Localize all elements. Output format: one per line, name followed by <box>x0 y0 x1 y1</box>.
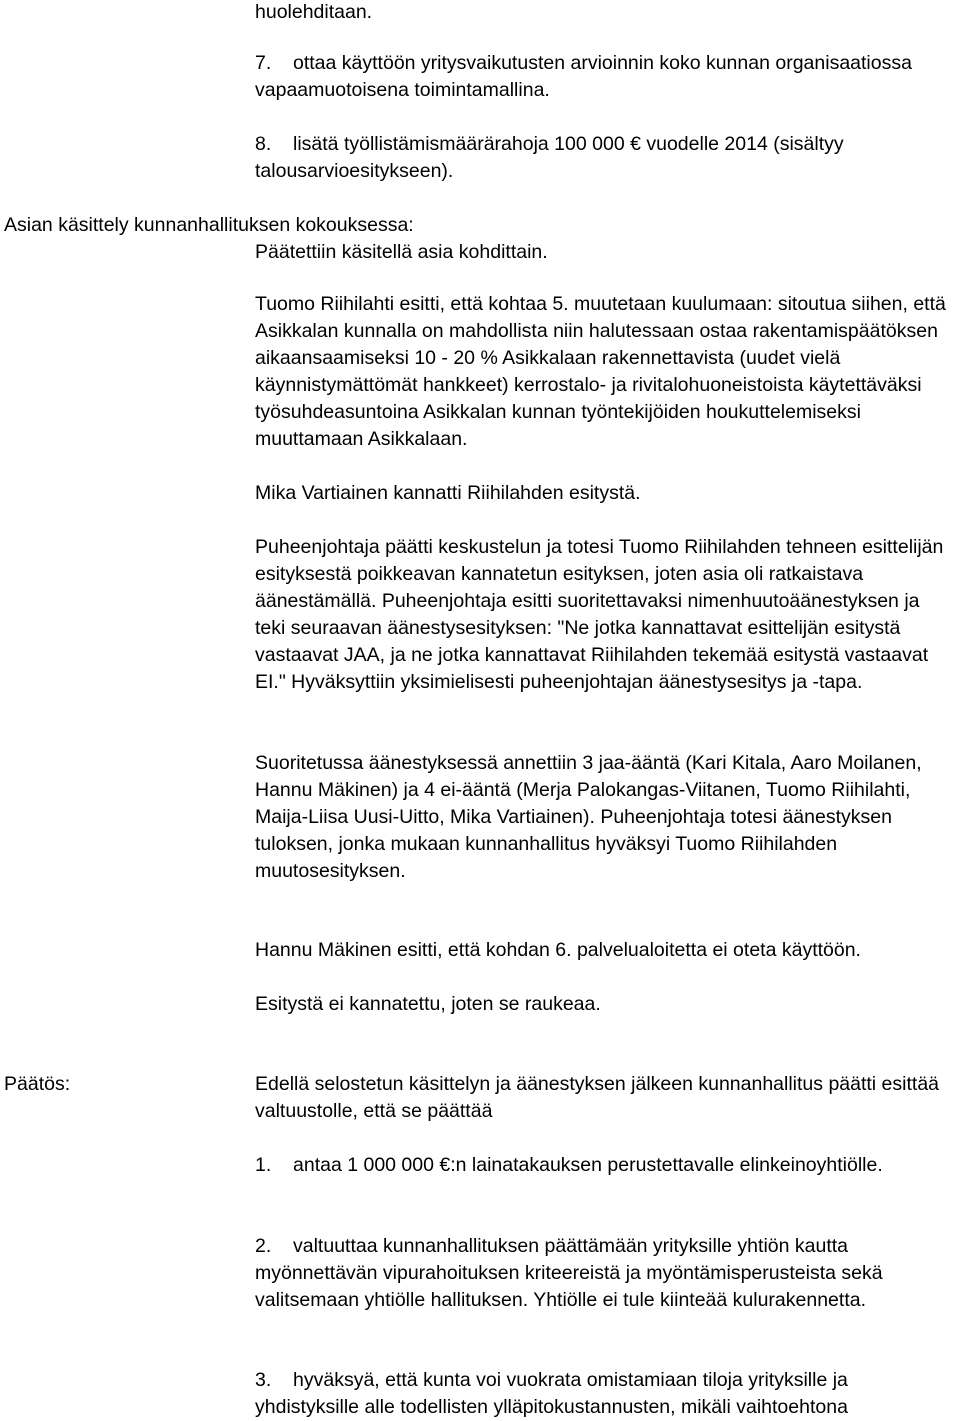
support-line: Mika Vartiainen kannatti Riihilahden esitystä. <box>255 482 641 504</box>
list-number: 1. <box>255 1154 272 1176</box>
proposal-paragraph: Tuomo Riihilahti esitti, että kohtaa 5. muutetaan kuulumaan: sitoutua siihen, että Asikkalan kunnalla on mahdollista niin halutessaan ostaa rakentamispäätöksen aikaansaamiseksi 10 - 20 % Asikkalaan rakennettavista (uudet vielä käynnistymättömät hankkeet) kerrostalo- ja rivitalohuoneistoista käytettäväksi työsuhdeasuntoina Asikkalan kunnan työntekijöiden houkuttelemiseksi muuttamaan Asikkalaan. <box>255 293 946 450</box>
meeting-line: Päätettiin käsitellä asia kohdittain. <box>255 241 548 263</box>
list-number: 3. <box>255 1369 272 1391</box>
list-text: lisätä työllistämismäärärahoja 100 000 € vuodelle 2014 (sisältyy talousarvioesitykseen). <box>255 133 844 182</box>
list-text: ottaa käyttöön yritysvaikutusten arvioinnin koko kunnan organisaatiossa vapaamuotoisena toimintamallina. <box>255 52 912 101</box>
list-text: antaa 1 000 000 €:n lainatakauksen perustettavalle elinkeinoyhtiölle. <box>293 1154 883 1176</box>
decision-item-1 <box>255 1152 955 1179</box>
list-text: valtuuttaa kunnanhallituksen päättämään yrityksille yhtiön kautta myönnettävän vipurahoituksen kriteereistä ja myöntämisperusteista sekä valitsemaan yhtiölle hallituksen. Yhtiölle ei tule kiinteää kulurakennetta. <box>255 1235 883 1311</box>
decision-item-2 <box>255 1233 955 1314</box>
decision-intro: Edellä selostetun käsittelyn ja äänestyksen jälkeen kunnanhallitus päätti esittää valtuustolle, että se päättää <box>255 1073 940 1122</box>
meeting-heading: Asian käsittely kunnanhallituksen kokouksessa: <box>4 214 414 236</box>
makinen-line: Hannu Mäkinen esitti, että kohdan 6. palvelualoitetta ei oteta käyttöön. <box>255 939 861 961</box>
list-number: 8. <box>255 133 272 155</box>
list-item-7 <box>255 50 955 104</box>
decision-label: Päätös: <box>4 1073 71 1095</box>
list-item-8 <box>255 131 955 185</box>
decision-item-3 <box>255 1367 955 1421</box>
top-fragment: huolehditaan. <box>255 1 373 23</box>
vote-paragraph-1: Puheenjohtaja päätti keskustelun ja totesi Tuomo Riihilahden tehneen esittelijän esityksestä poikkeavan kannatetun esityksen, joten asia oli ratkaistava äänestämällä. Puheenjohtaja esitti suoritettavaksi nimenhuutoäänestyksen ja teki seuraavan äänestysesityksen: "Ne jotka kannattavat esittelijän esitystä vastaavat JAA, ja ne jotka kannattavat Riihilahden tekemää esitystä vastaavat EI." Hyväksyttiin yksimielisesti puheenjohtajan äänestysesitys ja -tapa. <box>255 536 944 693</box>
list-number: 7. <box>255 52 272 74</box>
fallen-line: Esitystä ei kannatettu, joten se raukeaa. <box>255 993 601 1015</box>
vote-paragraph-2: Suoritetussa äänestyksessä annettiin 3 jaa-ääntä (Kari Kitala, Aaro Moilanen, Hannu Mäkinen) ja 4 ei-ääntä (Merja Palokangas-Viitanen, Tuomo Riihilahti, Maija-Liisa Uusi-Uitto, Mika Vartiainen). Puheenjohtaja totesi äänestyksen tuloksen, jonka mukaan kunnanhallitus hyväksyi Tuomo Riihilahden muutosesityksen. <box>255 752 922 882</box>
list-number: 2. <box>255 1235 272 1257</box>
list-text: hyväksyä, että kunta voi vuokrata omistamiaan tiloja yrityksille ja yhdistyksille alle todellisten ylläpitokustannusten, mikäli vaihtoehtona <box>255 1369 848 1418</box>
